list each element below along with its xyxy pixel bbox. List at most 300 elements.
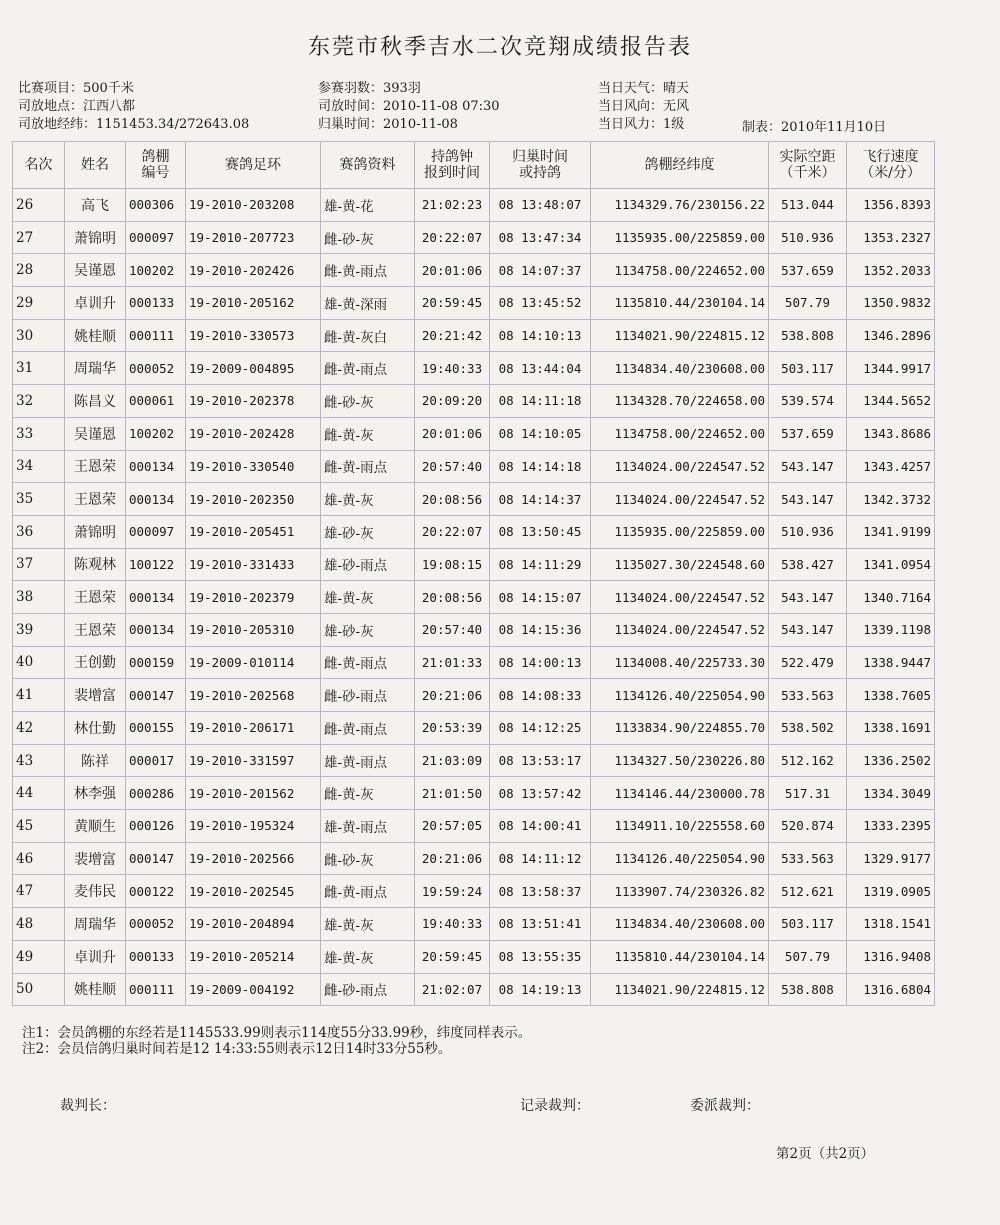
col-header-loft-line1: 鸽棚 <box>141 149 170 165</box>
cell-speed: 1343.8686 <box>847 417 935 450</box>
cell-loft-coords: 1135810.44/230104.14 <box>591 287 769 320</box>
cell-ring-number: 19-2010-202545 <box>186 875 321 908</box>
cell-bird-info: 雄-黄-灰 <box>321 940 415 973</box>
cell-distance: 522.479 <box>769 646 847 679</box>
cell-bird-info: 雌-黄-雨点 <box>321 352 415 385</box>
col-header-ring: 赛鸽足环 <box>186 142 321 189</box>
cell-loft-id: 100122 <box>126 548 186 581</box>
cell-bird-info: 雄-黄-灰 <box>321 483 415 516</box>
cell-speed: 1318.1541 <box>847 908 935 941</box>
cell-name: 王恩荣 <box>65 483 126 516</box>
cell-loft-id: 000306 <box>126 189 186 222</box>
cell-bird-info: 雄-黄-深雨 <box>321 287 415 320</box>
cell-loft-coords: 1134329.76/230156.22 <box>591 189 769 222</box>
cell-rank: 36 <box>13 515 65 548</box>
cell-ring-number: 19-2010-207723 <box>186 221 321 254</box>
cell-loft-id: 000111 <box>126 973 186 1006</box>
cell-distance: 512.621 <box>769 875 847 908</box>
cell-return-time: 08 14:11:29 <box>490 548 591 581</box>
col-header-clock <box>415 142 490 189</box>
cell-name: 裴增富 <box>65 679 126 712</box>
cell-name: 吴谨恩 <box>65 417 126 450</box>
cell-distance: 538.808 <box>769 973 847 1006</box>
meta-release-coords: 司放地经纬：1151453.34/272643.08 <box>18 117 250 132</box>
cell-return-time: 08 13:57:42 <box>490 777 591 810</box>
col-header-speed-line1: 飞行速度 <box>862 149 919 165</box>
cell-loft-coords: 1134758.00/224652.00 <box>591 254 769 287</box>
cell-loft-id: 000134 <box>126 581 186 614</box>
cell-rank: 47 <box>13 875 65 908</box>
cell-return-time: 08 13:47:34 <box>490 221 591 254</box>
meta-release-site: 司放地点：江西八都 <box>18 99 136 114</box>
note-1: 注1：会员鸽棚的东经若是1145533.99则表示114度55分33.99秒，纬度同样表示。 <box>22 1025 532 1041</box>
cell-return-time: 08 14:14:37 <box>490 483 591 516</box>
cell-loft-id: 000097 <box>126 515 186 548</box>
cell-loft-coords: 1135027.30/224548.60 <box>591 548 769 581</box>
results-body <box>13 189 935 1006</box>
cell-speed: 1341.9199 <box>847 515 935 548</box>
cell-bird-info: 雌-砂-雨点 <box>321 679 415 712</box>
cell-clock-time: 20:22:07 <box>415 515 490 548</box>
cell-loft-id: 100202 <box>126 417 186 450</box>
col-header-name: 姓名 <box>65 142 126 189</box>
cell-rank: 29 <box>13 287 65 320</box>
cell-bird-info: 雌-黄-灰 <box>321 417 415 450</box>
cell-loft-id: 000052 <box>126 352 186 385</box>
table-row <box>13 352 935 385</box>
table-row <box>13 973 935 1006</box>
cell-ring-number: 19-2010-330540 <box>186 450 321 483</box>
cell-loft-coords: 1134021.90/224815.12 <box>591 319 769 352</box>
cell-loft-id: 000134 <box>126 483 186 516</box>
cell-bird-info: 雄-黄-雨点 <box>321 744 415 777</box>
cell-rank: 39 <box>13 613 65 646</box>
note-2: 注2：会员信鸽归巢时间若是12 14:33:55则表示12日14时33分55秒。 <box>22 1041 452 1057</box>
cell-bird-info: 雌-黄-雨点 <box>321 646 415 679</box>
cell-clock-time: 20:08:56 <box>415 483 490 516</box>
cell-return-time: 08 13:48:07 <box>490 189 591 222</box>
cell-return-time: 08 13:44:04 <box>490 352 591 385</box>
cell-name: 卓训升 <box>65 287 126 320</box>
meta-entries: 参赛羽数：393羽 <box>318 81 421 96</box>
cell-name: 陈祥 <box>65 744 126 777</box>
table-row <box>13 875 935 908</box>
table-row <box>13 712 935 745</box>
cell-rank: 50 <box>13 973 65 1006</box>
cell-distance: 543.147 <box>769 450 847 483</box>
cell-bird-info: 雌-砂-雨点 <box>321 973 415 1006</box>
cell-return-time: 08 14:07:37 <box>490 254 591 287</box>
cell-clock-time: 20:53:39 <box>415 712 490 745</box>
cell-loft-id: 000111 <box>126 319 186 352</box>
cell-clock-time: 20:09:20 <box>415 385 490 418</box>
cell-name: 陈观林 <box>65 548 126 581</box>
cell-ring-number: 19-2010-195324 <box>186 810 321 843</box>
cell-rank: 33 <box>13 417 65 450</box>
table-row <box>13 287 935 320</box>
cell-clock-time: 20:22:07 <box>415 221 490 254</box>
judge-chief-label: 裁判长： <box>60 1098 116 1114</box>
cell-name: 陈昌义 <box>65 385 126 418</box>
cell-rank: 37 <box>13 548 65 581</box>
cell-name: 周瑞华 <box>65 908 126 941</box>
cell-loft-coords: 1133834.90/224855.70 <box>591 712 769 745</box>
cell-ring-number: 19-2010-202566 <box>186 842 321 875</box>
cell-loft-id: 000155 <box>126 712 186 745</box>
cell-ring-number: 19-2010-202350 <box>186 483 321 516</box>
cell-speed: 1346.2896 <box>847 319 935 352</box>
table-row <box>13 221 935 254</box>
cell-distance: 538.427 <box>769 548 847 581</box>
cell-clock-time: 20:59:45 <box>415 287 490 320</box>
judge-recorder-label: 记录裁判： <box>520 1098 590 1114</box>
cell-rank: 27 <box>13 221 65 254</box>
cell-bird-info: 雄-黄-灰 <box>321 908 415 941</box>
cell-loft-coords: 1134126.40/225054.90 <box>591 679 769 712</box>
meta-wind-direction: 当日风向：无风 <box>598 99 690 114</box>
cell-loft-coords: 1134911.10/225558.60 <box>591 810 769 843</box>
cell-speed: 1316.6804 <box>847 973 935 1006</box>
cell-bird-info: 雄-砂-雨点 <box>321 548 415 581</box>
table-row <box>13 548 935 581</box>
cell-clock-time: 21:02:23 <box>415 189 490 222</box>
table-row <box>13 940 935 973</box>
cell-distance: 537.659 <box>769 254 847 287</box>
cell-name: 王创勤 <box>65 646 126 679</box>
cell-name: 姚桂顺 <box>65 973 126 1006</box>
cell-loft-coords: 1134834.40/230608.00 <box>591 352 769 385</box>
cell-clock-time: 20:21:06 <box>415 679 490 712</box>
cell-rank: 26 <box>13 189 65 222</box>
cell-clock-time: 20:08:56 <box>415 581 490 614</box>
cell-loft-coords: 1134328.70/224658.00 <box>591 385 769 418</box>
cell-distance: 543.147 <box>769 483 847 516</box>
cell-clock-time: 19:40:33 <box>415 352 490 385</box>
cell-distance: 533.563 <box>769 842 847 875</box>
cell-loft-id: 000097 <box>126 221 186 254</box>
col-header-info: 赛鸽资料 <box>321 142 415 189</box>
table-row <box>13 581 935 614</box>
cell-speed: 1336.2502 <box>847 744 935 777</box>
table-row <box>13 646 935 679</box>
col-header-distance-line2: （千米） <box>779 165 836 181</box>
table-row <box>13 842 935 875</box>
cell-clock-time: 20:57:05 <box>415 810 490 843</box>
cell-speed: 1338.1691 <box>847 712 935 745</box>
cell-rank: 43 <box>13 744 65 777</box>
cell-ring-number: 19-2010-205310 <box>186 613 321 646</box>
cell-clock-time: 20:57:40 <box>415 450 490 483</box>
table-row <box>13 777 935 810</box>
cell-speed: 1343.4257 <box>847 450 935 483</box>
cell-speed: 1344.9917 <box>847 352 935 385</box>
cell-ring-number: 19-2010-331597 <box>186 744 321 777</box>
cell-name: 高飞 <box>65 189 126 222</box>
cell-bird-info: 雄-砂-灰 <box>321 515 415 548</box>
cell-loft-id: 000134 <box>126 450 186 483</box>
cell-name: 姚桂顺 <box>65 319 126 352</box>
cell-distance: 538.502 <box>769 712 847 745</box>
cell-name: 裴增富 <box>65 842 126 875</box>
meta-maker-date: 制表：2010年11月10日 <box>742 120 887 135</box>
cell-loft-coords: 1134126.40/225054.90 <box>591 842 769 875</box>
cell-name: 黄顺生 <box>65 810 126 843</box>
cell-return-time: 08 13:45:52 <box>490 287 591 320</box>
meta-weather: 当日天气：晴天 <box>598 81 690 96</box>
cell-distance: 543.147 <box>769 613 847 646</box>
cell-clock-time: 20:21:06 <box>415 842 490 875</box>
cell-loft-id: 000052 <box>126 908 186 941</box>
cell-bird-info: 雌-黄-雨点 <box>321 450 415 483</box>
cell-ring-number: 19-2010-202426 <box>186 254 321 287</box>
cell-name: 王恩荣 <box>65 613 126 646</box>
col-header-clock-line1: 持鸽钟 <box>431 149 473 165</box>
cell-name: 萧锦明 <box>65 221 126 254</box>
cell-name: 吴谨恩 <box>65 254 126 287</box>
cell-clock-time: 20:01:06 <box>415 417 490 450</box>
cell-bird-info: 雄-黄-灰 <box>321 581 415 614</box>
cell-loft-id: 100202 <box>126 254 186 287</box>
cell-loft-id: 000122 <box>126 875 186 908</box>
col-header-coords: 鸽棚经纬度 <box>591 142 769 189</box>
cell-loft-id: 000159 <box>126 646 186 679</box>
notes-block <box>22 1025 531 1057</box>
cell-speed: 1319.0905 <box>847 875 935 908</box>
cell-distance: 533.563 <box>769 679 847 712</box>
cell-loft-coords: 1134008.40/225733.30 <box>591 646 769 679</box>
cell-return-time: 08 14:11:12 <box>490 842 591 875</box>
cell-rank: 48 <box>13 908 65 941</box>
cell-speed: 1353.2327 <box>847 221 935 254</box>
col-header-return-line2: 或持鸽 <box>519 165 561 181</box>
cell-loft-coords: 1133907.74/230326.82 <box>591 875 769 908</box>
cell-speed: 1333.2395 <box>847 810 935 843</box>
cell-clock-time: 21:03:09 <box>415 744 490 777</box>
cell-name: 麦伟民 <box>65 875 126 908</box>
cell-bird-info: 雌-黄-雨点 <box>321 712 415 745</box>
cell-clock-time: 21:01:50 <box>415 777 490 810</box>
cell-ring-number: 19-2009-010114 <box>186 646 321 679</box>
cell-distance: 520.874 <box>769 810 847 843</box>
cell-clock-time: 20:21:42 <box>415 319 490 352</box>
cell-speed: 1356.8393 <box>847 189 935 222</box>
header-row <box>13 142 935 189</box>
cell-rank: 49 <box>13 940 65 973</box>
cell-ring-number: 19-2010-205214 <box>186 940 321 973</box>
cell-loft-coords: 1134758.00/224652.00 <box>591 417 769 450</box>
table-row <box>13 810 935 843</box>
cell-bird-info: 雄-黄-雨点 <box>321 810 415 843</box>
cell-distance: 503.117 <box>769 352 847 385</box>
cell-name: 林李强 <box>65 777 126 810</box>
cell-distance: 517.31 <box>769 777 847 810</box>
col-header-return <box>490 142 591 189</box>
cell-bird-info: 雌-黄-灰白 <box>321 319 415 352</box>
cell-name: 周瑞华 <box>65 352 126 385</box>
col-header-return-line1: 归巢时间 <box>512 149 568 165</box>
cell-ring-number: 19-2010-204894 <box>186 908 321 941</box>
table-row <box>13 319 935 352</box>
cell-speed: 1316.9408 <box>847 940 935 973</box>
cell-loft-id: 000133 <box>126 287 186 320</box>
cell-distance: 539.574 <box>769 385 847 418</box>
cell-distance: 507.79 <box>769 287 847 320</box>
cell-distance: 507.79 <box>769 940 847 973</box>
cell-speed: 1352.2033 <box>847 254 935 287</box>
table-row <box>13 483 935 516</box>
cell-return-time: 08 14:10:13 <box>490 319 591 352</box>
cell-ring-number: 19-2010-202568 <box>186 679 321 712</box>
cell-distance: 503.117 <box>769 908 847 941</box>
cell-loft-id: 000133 <box>126 940 186 973</box>
cell-rank: 41 <box>13 679 65 712</box>
cell-bird-info: 雌-砂-灰 <box>321 221 415 254</box>
table-row <box>13 450 935 483</box>
cell-clock-time: 21:01:33 <box>415 646 490 679</box>
cell-name: 林仕勤 <box>65 712 126 745</box>
cell-loft-id: 000147 <box>126 842 186 875</box>
cell-return-time: 08 13:55:35 <box>490 940 591 973</box>
cell-distance: 543.147 <box>769 581 847 614</box>
col-header-loft-line2: 编号 <box>141 165 170 181</box>
cell-loft-id: 000147 <box>126 679 186 712</box>
cell-bird-info: 雄-黄-花 <box>321 189 415 222</box>
cell-bird-info: 雌-砂-灰 <box>321 385 415 418</box>
cell-clock-time: 19:59:24 <box>415 875 490 908</box>
cell-bird-info: 雌-黄-雨点 <box>321 254 415 287</box>
cell-return-time: 08 14:00:41 <box>490 810 591 843</box>
cell-rank: 32 <box>13 385 65 418</box>
cell-name: 王恩荣 <box>65 450 126 483</box>
cell-return-time: 08 14:19:13 <box>490 973 591 1006</box>
table-row <box>13 908 935 941</box>
cell-speed: 1340.7164 <box>847 581 935 614</box>
cell-distance: 512.162 <box>769 744 847 777</box>
cell-loft-id: 000286 <box>126 777 186 810</box>
cell-ring-number: 19-2010-202378 <box>186 385 321 418</box>
cell-clock-time: 19:40:33 <box>415 908 490 941</box>
cell-loft-coords: 1134024.00/224547.52 <box>591 581 769 614</box>
cell-loft-coords: 1135935.00/225859.00 <box>591 515 769 548</box>
cell-loft-coords: 1134146.44/230000.78 <box>591 777 769 810</box>
cell-loft-coords: 1135810.44/230104.14 <box>591 940 769 973</box>
cell-ring-number: 19-2010-201562 <box>186 777 321 810</box>
cell-return-time: 08 14:12:25 <box>490 712 591 745</box>
meta-event: 比赛项目：500千米 <box>18 81 134 96</box>
cell-speed: 1341.0954 <box>847 548 935 581</box>
cell-loft-coords: 1134024.00/224547.52 <box>591 450 769 483</box>
cell-loft-coords: 1134834.40/230608.00 <box>591 908 769 941</box>
meta-left-block <box>18 80 249 134</box>
cell-loft-id: 000126 <box>126 810 186 843</box>
cell-clock-time: 19:08:15 <box>415 548 490 581</box>
cell-speed: 1342.3732 <box>847 483 935 516</box>
table-row <box>13 515 935 548</box>
cell-clock-time: 21:02:07 <box>415 973 490 1006</box>
cell-rank: 31 <box>13 352 65 385</box>
cell-return-time: 08 14:11:18 <box>490 385 591 418</box>
cell-clock-time: 20:01:06 <box>415 254 490 287</box>
cell-rank: 46 <box>13 842 65 875</box>
cell-ring-number: 19-2010-205451 <box>186 515 321 548</box>
cell-rank: 30 <box>13 319 65 352</box>
cell-name: 卓训升 <box>65 940 126 973</box>
judge-delegate-label: 委派裁判： <box>690 1098 760 1114</box>
meta-wind-force: 当日风力：1级 <box>598 117 685 132</box>
table-row <box>13 385 935 418</box>
cell-loft-id: 000017 <box>126 744 186 777</box>
cell-speed: 1350.9832 <box>847 287 935 320</box>
cell-return-time: 08 13:53:17 <box>490 744 591 777</box>
cell-speed: 1334.3049 <box>847 777 935 810</box>
col-header-loft <box>126 142 186 189</box>
col-header-distance <box>769 142 847 189</box>
cell-ring-number: 19-2010-202428 <box>186 417 321 450</box>
table-row <box>13 254 935 287</box>
cell-ring-number: 19-2010-206171 <box>186 712 321 745</box>
cell-rank: 28 <box>13 254 65 287</box>
cell-ring-number: 19-2009-004895 <box>186 352 321 385</box>
col-header-speed <box>847 142 935 189</box>
meta-mid-block <box>318 80 500 134</box>
cell-bird-info: 雌-黄-雨点 <box>321 875 415 908</box>
cell-name: 王恩荣 <box>65 581 126 614</box>
cell-loft-coords: 1134327.50/230226.80 <box>591 744 769 777</box>
cell-ring-number: 19-2010-330573 <box>186 319 321 352</box>
cell-speed: 1338.7605 <box>847 679 935 712</box>
cell-speed: 1339.1198 <box>847 613 935 646</box>
cell-return-time: 08 14:10:05 <box>490 417 591 450</box>
cell-distance: 510.936 <box>769 515 847 548</box>
cell-rank: 44 <box>13 777 65 810</box>
meta-release-time: 司放时间：2010-11-08 07:30 <box>318 99 500 114</box>
cell-loft-coords: 1134021.90/224815.12 <box>591 973 769 1006</box>
cell-speed: 1344.5652 <box>847 385 935 418</box>
cell-return-time: 08 14:15:07 <box>490 581 591 614</box>
cell-ring-number: 19-2010-203208 <box>186 189 321 222</box>
table-row <box>13 744 935 777</box>
cell-rank: 35 <box>13 483 65 516</box>
cell-return-time: 08 13:51:41 <box>490 908 591 941</box>
cell-speed: 1338.9447 <box>847 646 935 679</box>
report-title: 东莞市秋季吉水二次竞翔成绩报告表 <box>307 35 692 60</box>
cell-return-time: 08 13:58:37 <box>490 875 591 908</box>
cell-name: 萧锦明 <box>65 515 126 548</box>
cell-distance: 510.936 <box>769 221 847 254</box>
meta-right-block <box>598 80 689 134</box>
cell-ring-number: 19-2009-004192 <box>186 973 321 1006</box>
cell-distance: 513.044 <box>769 189 847 222</box>
cell-distance: 537.659 <box>769 417 847 450</box>
cell-bird-info: 雌-砂-灰 <box>321 842 415 875</box>
col-header-distance-line1: 实际空距 <box>779 149 836 165</box>
table-row <box>13 679 935 712</box>
cell-return-time: 08 13:50:45 <box>490 515 591 548</box>
cell-clock-time: 20:59:45 <box>415 940 490 973</box>
meta-return-date: 归巢时间：2010-11-08 <box>318 117 458 132</box>
cell-return-time: 08 14:15:36 <box>490 613 591 646</box>
cell-return-time: 08 14:08:33 <box>490 679 591 712</box>
col-header-speed-line2: （米/分） <box>860 165 921 181</box>
cell-bird-info: 雌-黄-灰 <box>321 777 415 810</box>
table-row <box>13 417 935 450</box>
cell-rank: 42 <box>13 712 65 745</box>
cell-clock-time: 20:57:40 <box>415 613 490 646</box>
cell-loft-id: 000134 <box>126 613 186 646</box>
cell-return-time: 08 14:14:18 <box>490 450 591 483</box>
cell-ring-number: 19-2010-205162 <box>186 287 321 320</box>
cell-speed: 1329.9177 <box>847 842 935 875</box>
